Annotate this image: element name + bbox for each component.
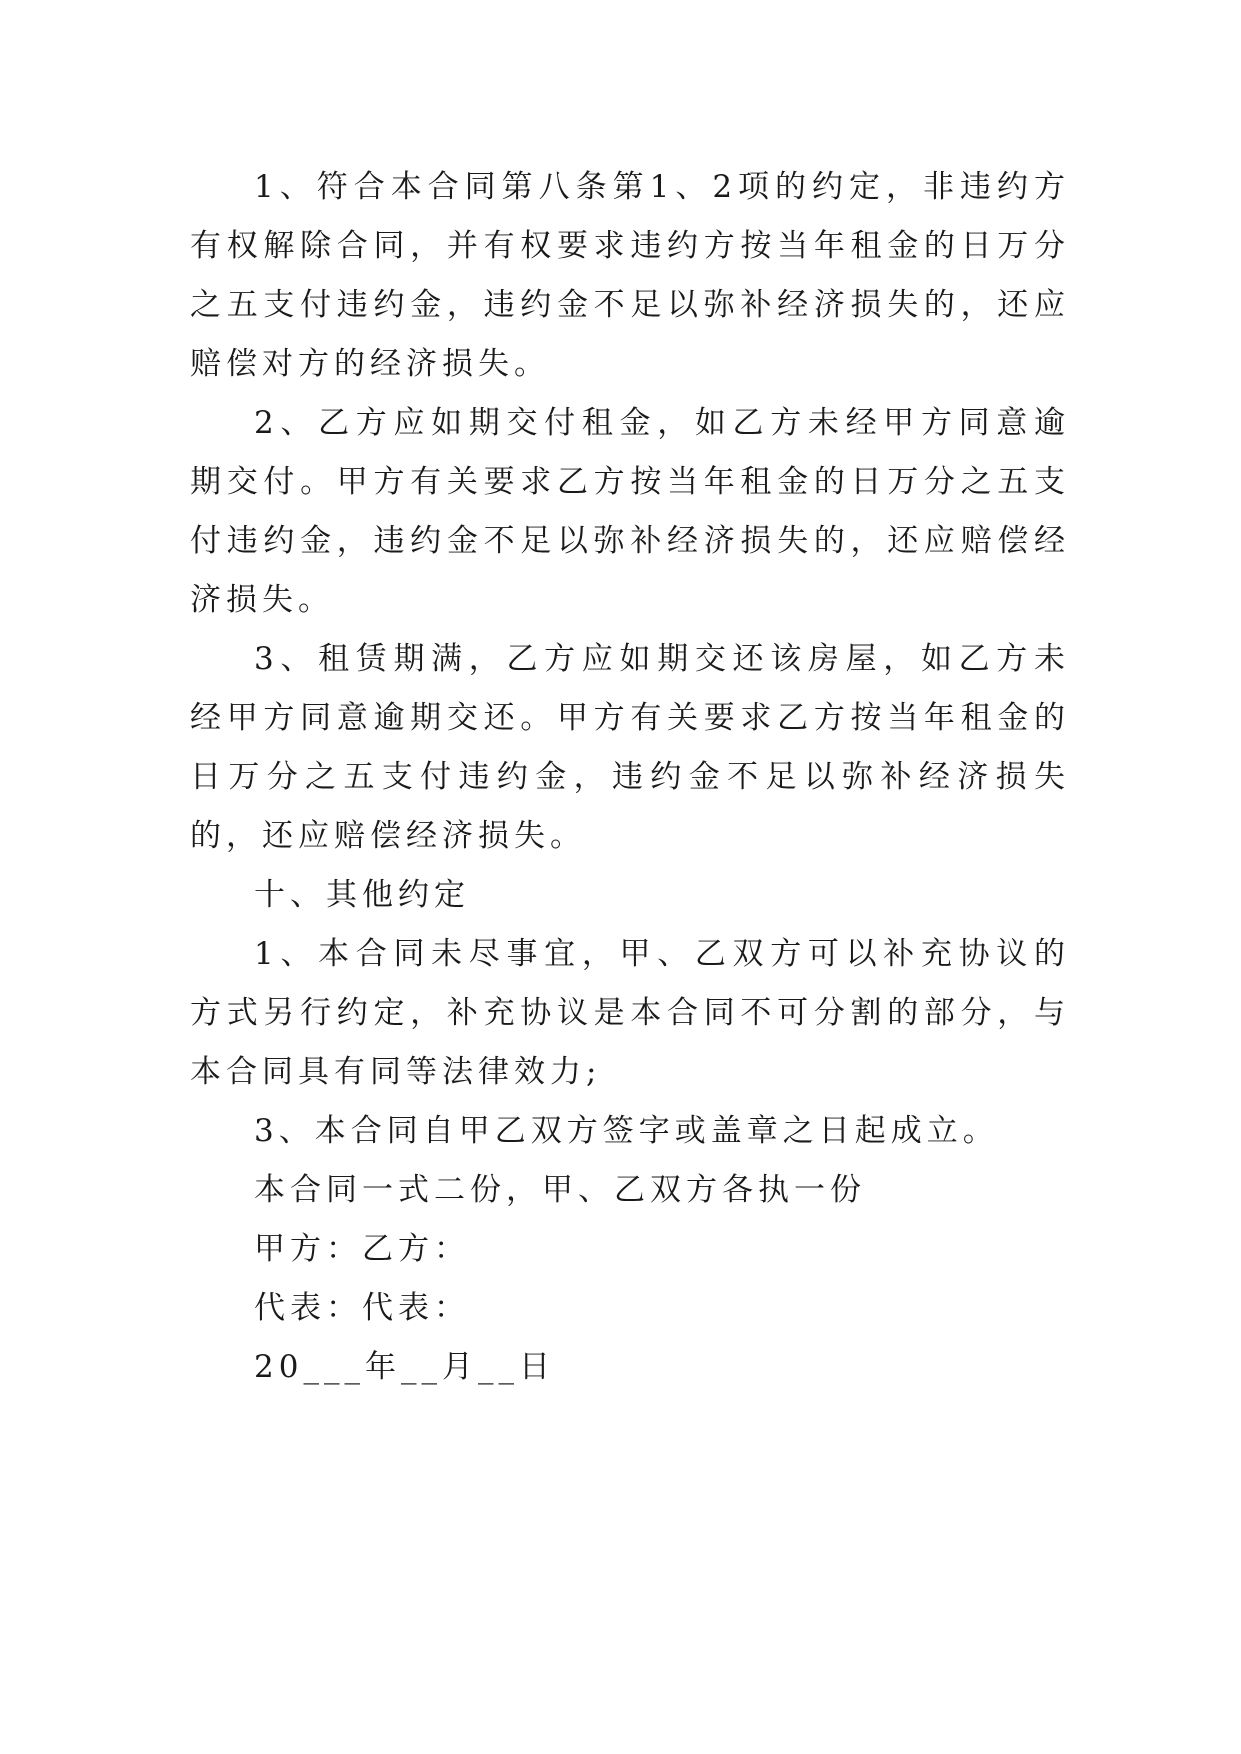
document-body <box>190 158 1070 1397</box>
other-terms-clause-3: 3、本合同自甲乙双方签字或盖章之日起成立。 <box>254 1113 999 1149</box>
clause-3-return-premises: 3、租赁期满，乙方应如期交还该房屋，如乙方未经甲方同意逾期交还。甲方有关要求乙方按当年租金的日万分之五支付违约金，违约金不足以弥补经济损失的，还应赔偿经济损失。 <box>190 641 1070 854</box>
copies-statement: 本合同一式二份，甲、乙双方各执一份 <box>254 1172 866 1208</box>
party-signature-line: 甲方：乙方： <box>254 1231 470 1267</box>
clause-1-termination: 1、符合本合同第八条第1、2项的约定，非违约方有权解除合同，并有权要求违约方按当年租金的日万分之五支付违约金，违约金不足以弥补经济损失的，还应赔偿对方的经济损失。 <box>190 169 1070 382</box>
date-line: 20___年__月__日 <box>254 1349 555 1385</box>
section-heading-other-terms: 十、其他约定 <box>254 877 470 913</box>
clause-2-rent-payment: 2、乙方应如期交付租金，如乙方未经甲方同意逾期交付。甲方有关要求乙方按当年租金的日万分之五支付违约金，违约金不足以弥补经济损失的，还应赔偿经济损失。 <box>190 405 1070 618</box>
representative-signature-line: 代表：代表： <box>254 1290 470 1326</box>
other-terms-clause-1: 1、本合同未尽事宜，甲、乙双方可以补充协议的方式另行约定，补充协议是本合同不可分割的部分，与本合同具有同等法律效力; <box>190 936 1070 1090</box>
